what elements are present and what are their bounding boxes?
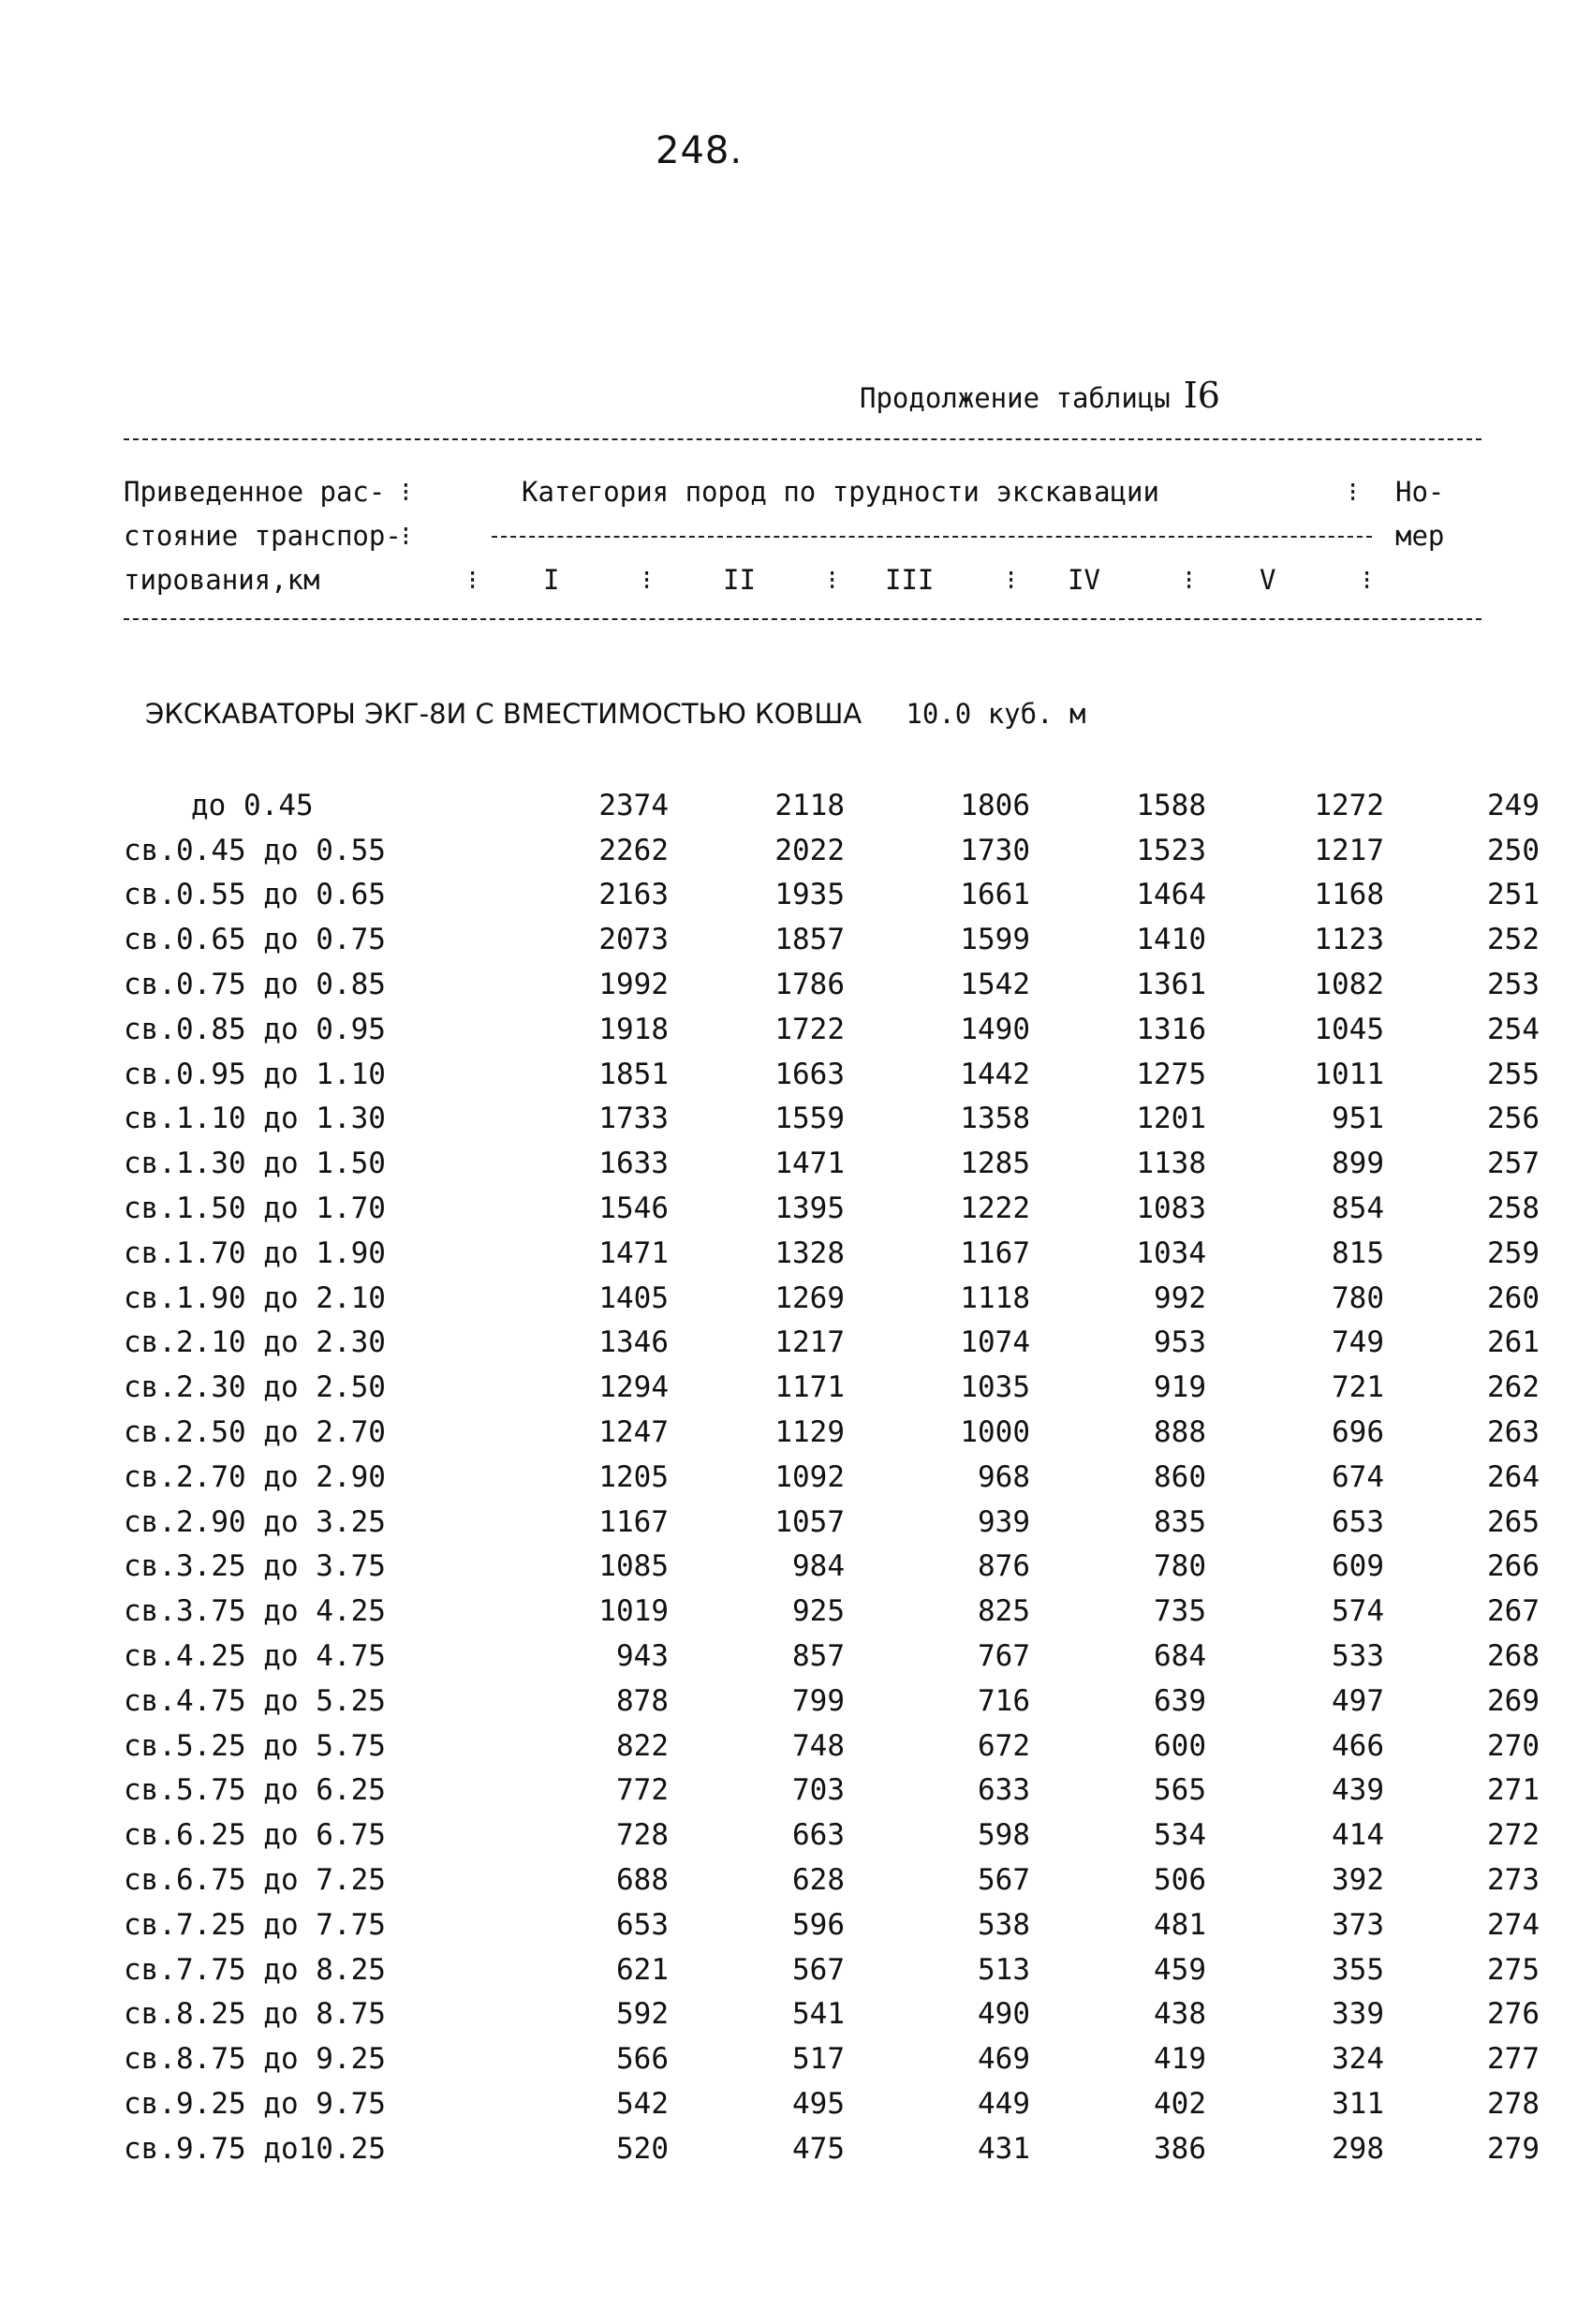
cell-cat-3: 716 xyxy=(978,1683,1030,1718)
cell-cat-4: 600 xyxy=(1154,1728,1206,1763)
cell-cat-5: 466 xyxy=(1332,1728,1384,1763)
cell-cat-2: 517 xyxy=(792,2042,845,2077)
cell-distance: св.2.70 до 2.90 xyxy=(124,1459,386,1494)
cell-cat-5: 392 xyxy=(1332,1863,1384,1898)
header-category-1: I xyxy=(543,564,560,596)
cell-row-number: 264 xyxy=(1487,1459,1540,1494)
cell-cat-3: 449 xyxy=(978,2087,1030,2121)
cell-cat-4: 735 xyxy=(1154,1594,1206,1629)
cell-cat-4: 402 xyxy=(1154,2087,1206,2121)
section-title-text: ЭКСКАВАТОРЫ ЭКГ-8И С ВМЕСТИМОСТЬЮ КОВША xyxy=(145,698,862,730)
cell-distance: св.3.25 до 3.75 xyxy=(124,1549,386,1584)
cell-row-number: 253 xyxy=(1487,968,1540,1002)
cell-cat-3: 1167 xyxy=(960,1236,1030,1270)
header-col1-line1: Приведенное рас- ⁝ xyxy=(124,476,411,508)
cell-row-number: 270 xyxy=(1487,1728,1540,1763)
table-row xyxy=(124,1365,1540,1410)
cell-cat-4: 1361 xyxy=(1136,968,1206,1002)
cell-cat-1: 2374 xyxy=(598,788,669,822)
data-table-body xyxy=(124,783,1540,2171)
cell-cat-4: 860 xyxy=(1154,1459,1206,1494)
cell-cat-3: 1222 xyxy=(960,1192,1030,1226)
cell-distance: св.0.75 до 0.85 xyxy=(124,968,386,1002)
cell-cat-1: 943 xyxy=(616,1639,669,1674)
cell-cat-3: 672 xyxy=(978,1728,1030,1763)
cell-distance: св.7.25 до 7.75 xyxy=(124,1907,386,1942)
table-row xyxy=(124,873,1540,918)
cell-cat-5: 574 xyxy=(1332,1594,1384,1629)
cell-cat-3: 1035 xyxy=(960,1370,1030,1405)
cell-row-number: 269 xyxy=(1487,1683,1540,1718)
cell-distance: св.6.25 до 6.75 xyxy=(124,1818,386,1853)
cell-cat-2: 1328 xyxy=(774,1236,845,1270)
cell-cat-1: 822 xyxy=(616,1728,669,1763)
cell-row-number: 274 xyxy=(1487,1907,1540,1942)
cell-cat-5: 653 xyxy=(1332,1504,1384,1539)
table-row xyxy=(124,1813,1540,1858)
cell-cat-5: 1045 xyxy=(1314,1012,1384,1046)
cell-cat-4: 419 xyxy=(1154,2042,1206,2077)
table-row xyxy=(124,1321,1540,1366)
cell-cat-5: 1217 xyxy=(1314,833,1384,867)
cell-cat-3: 1358 xyxy=(960,1102,1030,1136)
header-category-5: V xyxy=(1260,564,1276,596)
cell-cat-4: 639 xyxy=(1154,1683,1206,1718)
cell-row-number: 275 xyxy=(1487,1952,1540,1987)
cell-cat-3: 538 xyxy=(978,1907,1030,1942)
cell-cat-2: 1129 xyxy=(774,1415,845,1450)
cell-cat-1: 1167 xyxy=(598,1504,669,1539)
cell-cat-4: 1275 xyxy=(1136,1057,1206,1091)
cell-cat-2: 475 xyxy=(792,2131,845,2166)
cell-cat-3: 825 xyxy=(978,1594,1030,1629)
cell-distance: св.2.50 до 2.70 xyxy=(124,1415,386,1450)
cell-cat-2: 1092 xyxy=(774,1459,845,1494)
header-col1-line2: стояние транспор-⁝ xyxy=(124,520,411,552)
cell-cat-3: 1730 xyxy=(960,833,1030,867)
table-row xyxy=(124,1141,1540,1186)
cell-distance: св.2.10 до 2.30 xyxy=(124,1325,386,1360)
cell-cat-1: 878 xyxy=(616,1683,669,1718)
cell-row-number: 265 xyxy=(1487,1504,1540,1539)
cell-cat-3: 469 xyxy=(978,2042,1030,2077)
table-row xyxy=(124,1455,1540,1500)
table-row xyxy=(124,1679,1540,1724)
cell-cat-1: 1019 xyxy=(598,1594,669,1629)
section-capacity: 10.0 куб. м xyxy=(906,698,1086,730)
cell-cat-3: 767 xyxy=(978,1639,1030,1674)
cell-distance: св.0.55 до 0.65 xyxy=(124,878,386,912)
cell-row-number: 249 xyxy=(1487,788,1540,822)
cell-row-number: 267 xyxy=(1487,1594,1540,1629)
cell-cat-5: 1272 xyxy=(1314,788,1384,822)
cell-distance: св.9.75 до10.25 xyxy=(124,2131,386,2166)
header-number-line2: мер xyxy=(1395,520,1445,552)
cell-cat-1: 1918 xyxy=(598,1012,669,1046)
continuation-label: Продолжение таблицы xyxy=(860,382,1171,414)
cell-row-number: 261 xyxy=(1487,1325,1540,1360)
cell-cat-4: 684 xyxy=(1154,1639,1206,1674)
cell-cat-5: 780 xyxy=(1332,1280,1384,1315)
cell-cat-3: 598 xyxy=(978,1818,1030,1853)
cell-cat-5: 339 xyxy=(1332,1997,1384,2032)
cell-cat-5: 324 xyxy=(1332,2042,1384,2077)
cell-cat-3: 1542 xyxy=(960,968,1030,1002)
table-number: I6 xyxy=(1183,375,1220,416)
cell-cat-3: 1118 xyxy=(960,1280,1030,1315)
cell-cat-5: 373 xyxy=(1332,1907,1384,1942)
cell-row-number: 259 xyxy=(1487,1236,1540,1270)
cell-distance: св.5.75 до 6.25 xyxy=(124,1773,386,1808)
header-number-line1: Но- xyxy=(1395,476,1445,508)
cell-cat-2: 1786 xyxy=(774,968,845,1002)
header-separator: ⁝ xyxy=(828,564,837,596)
cell-cat-1: 1546 xyxy=(598,1192,669,1226)
cell-cat-5: 696 xyxy=(1332,1415,1384,1450)
table-row xyxy=(124,1589,1540,1634)
cell-distance: св.1.50 до 1.70 xyxy=(124,1192,386,1226)
cell-distance: св.2.30 до 2.50 xyxy=(124,1370,386,1405)
cell-cat-5: 355 xyxy=(1332,1952,1384,1987)
table-row xyxy=(124,2126,1540,2171)
cell-distance: св.6.75 до 7.25 xyxy=(124,1863,386,1898)
cell-distance: св.8.75 до 9.25 xyxy=(124,2042,386,2077)
cell-cat-5: 298 xyxy=(1332,2131,1384,2166)
cell-cat-2: 1722 xyxy=(774,1012,845,1046)
cell-cat-3: 1806 xyxy=(960,788,1030,822)
cell-cat-2: 857 xyxy=(792,1639,845,1674)
header-separator: ⁝ xyxy=(468,564,478,596)
cell-cat-4: 438 xyxy=(1154,1997,1206,2032)
cell-distance: св.0.65 до 0.75 xyxy=(124,923,386,957)
cell-cat-1: 1992 xyxy=(598,968,669,1002)
cell-cat-4: 459 xyxy=(1154,1952,1206,1987)
cell-row-number: 263 xyxy=(1487,1415,1540,1450)
cell-row-number: 250 xyxy=(1487,833,1540,867)
cell-cat-3: 1661 xyxy=(960,878,1030,912)
cell-cat-4: 953 xyxy=(1154,1325,1206,1360)
cell-row-number: 273 xyxy=(1487,1863,1540,1898)
header-category-2: II xyxy=(723,564,756,596)
cell-cat-3: 1000 xyxy=(960,1415,1030,1450)
cell-cat-1: 728 xyxy=(616,1818,669,1853)
cell-cat-2: 663 xyxy=(792,1818,845,1853)
cell-cat-1: 2163 xyxy=(598,878,669,912)
cell-cat-5: 815 xyxy=(1332,1236,1384,1270)
header-top-rule xyxy=(124,438,1481,440)
header-category-4: IV xyxy=(1068,564,1100,596)
table-row xyxy=(124,1545,1540,1590)
cell-cat-5: 439 xyxy=(1332,1773,1384,1808)
cell-cat-5: 951 xyxy=(1332,1102,1384,1136)
cell-row-number: 276 xyxy=(1487,1997,1540,2032)
cell-cat-4: 506 xyxy=(1154,1863,1206,1898)
table-row xyxy=(124,1858,1540,1902)
cell-row-number: 257 xyxy=(1487,1147,1540,1181)
cell-cat-2: 1269 xyxy=(774,1280,845,1315)
cell-cat-1: 621 xyxy=(616,1952,669,1987)
cell-cat-4: 1588 xyxy=(1136,788,1206,822)
cell-distance: св.0.85 до 0.95 xyxy=(124,1012,386,1046)
header-separator: ⁝ xyxy=(1363,564,1372,596)
cell-distance: св.8.25 до 8.75 xyxy=(124,1997,386,2032)
cell-cat-1: 566 xyxy=(616,2042,669,2077)
cell-cat-3: 431 xyxy=(978,2131,1030,2166)
table-row xyxy=(124,1231,1540,1276)
table-row xyxy=(124,1634,1540,1679)
cell-distance: св.0.95 до 1.10 xyxy=(124,1057,386,1091)
cell-cat-3: 1074 xyxy=(960,1325,1030,1360)
cell-cat-1: 1085 xyxy=(598,1549,669,1584)
cell-cat-1: 520 xyxy=(616,2131,669,2166)
table-row xyxy=(124,1769,1540,1813)
table-continuation-caption xyxy=(860,375,1220,416)
table-row xyxy=(124,1724,1540,1769)
table-row xyxy=(124,962,1540,1007)
table-row xyxy=(124,1007,1540,1052)
table-row xyxy=(124,917,1540,962)
cell-cat-4: 888 xyxy=(1154,1415,1206,1450)
cell-cat-2: 596 xyxy=(792,1907,845,1942)
cell-row-number: 271 xyxy=(1487,1773,1540,1808)
cell-cat-2: 2022 xyxy=(774,833,845,867)
table-row xyxy=(124,1097,1540,1142)
cell-cat-4: 1523 xyxy=(1136,833,1206,867)
cell-cat-2: 567 xyxy=(792,1952,845,1987)
table-row xyxy=(124,1992,1540,2037)
table-row xyxy=(124,2081,1540,2126)
cell-row-number: 260 xyxy=(1487,1280,1540,1315)
cell-distance: св.1.90 до 2.10 xyxy=(124,1280,386,1315)
cell-distance: св.1.30 до 1.50 xyxy=(124,1147,386,1181)
cell-cat-5: 1082 xyxy=(1314,968,1384,1002)
header-bottom-rule xyxy=(124,618,1481,620)
cell-cat-5: 674 xyxy=(1332,1459,1384,1494)
data-table xyxy=(124,783,1540,2171)
cell-cat-1: 1346 xyxy=(598,1325,669,1360)
cell-row-number: 254 xyxy=(1487,1012,1540,1046)
cell-cat-5: 1168 xyxy=(1314,878,1384,912)
cell-distance: св.5.25 до 5.75 xyxy=(124,1728,386,1763)
cell-cat-5: 721 xyxy=(1332,1370,1384,1405)
cell-cat-4: 534 xyxy=(1154,1818,1206,1853)
cell-cat-1: 2262 xyxy=(598,833,669,867)
cell-cat-1: 772 xyxy=(616,1773,669,1808)
cell-cat-3: 1442 xyxy=(960,1057,1030,1091)
cell-cat-4: 919 xyxy=(1154,1370,1206,1405)
cell-row-number: 256 xyxy=(1487,1102,1540,1136)
table-row xyxy=(124,1052,1540,1097)
cell-cat-4: 1083 xyxy=(1136,1192,1206,1226)
cell-cat-4: 992 xyxy=(1154,1280,1206,1315)
cell-cat-2: 1471 xyxy=(774,1147,845,1181)
cell-cat-1: 688 xyxy=(616,1863,669,1898)
cell-cat-2: 1559 xyxy=(774,1102,845,1136)
cell-cat-3: 633 xyxy=(978,1773,1030,1808)
cell-cat-1: 1471 xyxy=(598,1236,669,1270)
cell-distance: св.0.45 до 0.55 xyxy=(124,833,386,867)
table-row xyxy=(124,1500,1540,1545)
cell-cat-3: 1285 xyxy=(960,1147,1030,1181)
cell-distance: св.2.90 до 3.25 xyxy=(124,1504,386,1539)
cell-cat-1: 1633 xyxy=(598,1147,669,1181)
cell-cat-4: 835 xyxy=(1154,1504,1206,1539)
cell-cat-5: 1123 xyxy=(1314,923,1384,957)
cell-cat-2: 1857 xyxy=(774,923,845,957)
page-number: 248. xyxy=(656,129,744,172)
cell-cat-2: 703 xyxy=(792,1773,845,1808)
table-row xyxy=(124,828,1540,873)
cell-distance: св.1.10 до 1.30 xyxy=(124,1102,386,1136)
cell-row-number: 266 xyxy=(1487,1549,1540,1584)
cell-cat-5: 899 xyxy=(1332,1147,1384,1181)
table-row xyxy=(124,1902,1540,1947)
cell-cat-2: 628 xyxy=(792,1863,845,1898)
cell-row-number: 262 xyxy=(1487,1370,1540,1405)
cell-cat-5: 414 xyxy=(1332,1818,1384,1853)
cell-row-number: 278 xyxy=(1487,2087,1540,2121)
cell-cat-1: 2073 xyxy=(598,923,669,957)
cell-cat-4: 1138 xyxy=(1136,1147,1206,1181)
cell-row-number: 277 xyxy=(1487,2042,1540,2077)
cell-cat-5: 749 xyxy=(1332,1325,1384,1360)
cell-row-number: 272 xyxy=(1487,1818,1540,1853)
cell-cat-5: 609 xyxy=(1332,1549,1384,1584)
cell-cat-4: 386 xyxy=(1154,2131,1206,2166)
cell-cat-1: 1405 xyxy=(598,1280,669,1315)
cell-row-number: 258 xyxy=(1487,1192,1540,1226)
cell-distance: до 0.45 xyxy=(191,788,314,822)
cell-cat-5: 533 xyxy=(1332,1639,1384,1674)
cell-cat-5: 311 xyxy=(1332,2087,1384,2121)
cell-cat-1: 1294 xyxy=(598,1370,669,1405)
cell-cat-1: 592 xyxy=(616,1997,669,2032)
cell-cat-3: 513 xyxy=(978,1952,1030,1987)
cell-row-number: 255 xyxy=(1487,1057,1540,1091)
cell-distance: св.1.70 до 1.90 xyxy=(124,1236,386,1270)
cell-cat-2: 925 xyxy=(792,1594,845,1629)
cell-cat-2: 799 xyxy=(792,1683,845,1718)
cell-cat-4: 1201 xyxy=(1136,1102,1206,1136)
cell-cat-1: 1205 xyxy=(598,1459,669,1494)
cell-cat-1: 653 xyxy=(616,1907,669,1942)
table-row xyxy=(124,1276,1540,1321)
cell-cat-2: 495 xyxy=(792,2087,845,2121)
cell-cat-1: 542 xyxy=(616,2087,669,2121)
header-separator: ⁝ xyxy=(642,564,652,596)
cell-cat-2: 2118 xyxy=(774,788,845,822)
cell-cat-2: 1663 xyxy=(774,1057,845,1091)
cell-row-number: 279 xyxy=(1487,2131,1540,2166)
header-col1-line3: тирования,км xyxy=(124,564,320,596)
cell-row-number: 252 xyxy=(1487,923,1540,957)
section-title xyxy=(145,698,1085,730)
cell-distance: св.3.75 до 4.25 xyxy=(124,1594,386,1629)
cell-cat-3: 567 xyxy=(978,1863,1030,1898)
table-row xyxy=(124,1410,1540,1455)
cell-cat-1: 1733 xyxy=(598,1102,669,1136)
cell-cat-2: 541 xyxy=(792,1997,845,2032)
header-separator: ⁝ xyxy=(1007,564,1016,596)
cell-cat-3: 1490 xyxy=(960,1012,1030,1046)
cell-cat-4: 1316 xyxy=(1136,1012,1206,1046)
cell-distance: св.4.25 до 4.75 xyxy=(124,1639,386,1674)
cell-cat-1: 1247 xyxy=(598,1415,669,1450)
table-row xyxy=(124,2036,1540,2081)
cell-cat-3: 490 xyxy=(978,1997,1030,2032)
cell-distance: св.7.75 до 8.25 xyxy=(124,1952,386,1987)
cell-cat-2: 1935 xyxy=(774,878,845,912)
header-category-title: Категория пород по трудности экскавации xyxy=(522,476,1159,508)
cell-cat-5: 854 xyxy=(1332,1192,1384,1226)
cell-cat-1: 1851 xyxy=(598,1057,669,1091)
cell-row-number: 268 xyxy=(1487,1639,1540,1674)
header-inner-rule xyxy=(492,536,1372,538)
cell-cat-2: 1395 xyxy=(774,1192,845,1226)
table-row xyxy=(124,783,1540,828)
cell-row-number: 251 xyxy=(1487,878,1540,912)
cell-cat-2: 984 xyxy=(792,1549,845,1584)
header-separator: ⁝ xyxy=(1185,564,1194,596)
header-category-3: III xyxy=(885,564,935,596)
cell-cat-3: 876 xyxy=(978,1549,1030,1584)
header-separator: ⁝ xyxy=(1349,476,1358,508)
cell-cat-2: 1171 xyxy=(774,1370,845,1405)
cell-cat-4: 1410 xyxy=(1136,923,1206,957)
cell-cat-3: 939 xyxy=(978,1504,1030,1539)
cell-cat-4: 1034 xyxy=(1136,1236,1206,1270)
cell-cat-2: 748 xyxy=(792,1728,845,1763)
cell-distance: св.4.75 до 5.25 xyxy=(124,1683,386,1718)
table-row xyxy=(124,1947,1540,1992)
cell-cat-4: 565 xyxy=(1154,1773,1206,1808)
cell-cat-3: 1599 xyxy=(960,923,1030,957)
cell-cat-5: 497 xyxy=(1332,1683,1384,1718)
cell-cat-3: 968 xyxy=(978,1459,1030,1494)
cell-cat-4: 481 xyxy=(1154,1907,1206,1942)
cell-cat-4: 780 xyxy=(1154,1549,1206,1584)
cell-cat-2: 1217 xyxy=(774,1325,845,1360)
cell-cat-4: 1464 xyxy=(1136,878,1206,912)
cell-cat-5: 1011 xyxy=(1314,1057,1384,1091)
table-row xyxy=(124,1186,1540,1231)
cell-distance: св.9.25 до 9.75 xyxy=(124,2087,386,2121)
cell-cat-2: 1057 xyxy=(774,1504,845,1539)
